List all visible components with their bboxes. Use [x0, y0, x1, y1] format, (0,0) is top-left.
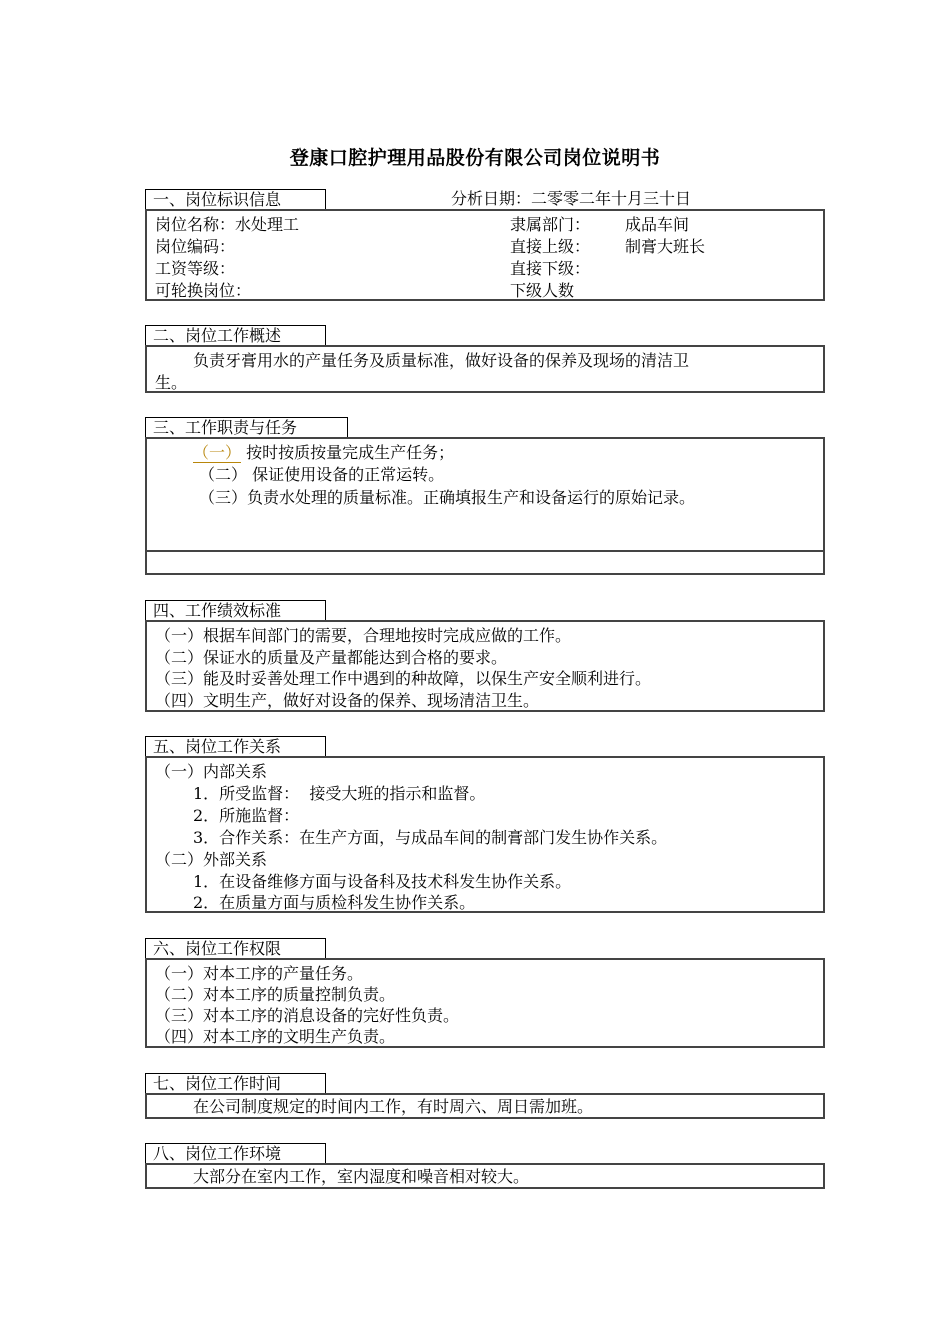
section-3-header: 三、工作职责与任务 — [145, 417, 348, 437]
duty-item-2-number: （二） — [199, 465, 248, 484]
performance-item-2: （二）保证水的质量及产量都能达到合格的要求。 — [155, 648, 508, 667]
relation-internal-1: 1．所受监督： 接受大班的指示和监督。 — [193, 784, 486, 803]
work-environment-text: 大部分在室内工作，室内湿度和噪音相对较大。 — [193, 1167, 530, 1186]
section-4-header: 四、工作绩效标准 — [145, 600, 326, 620]
analysis-date: 分析日期：二零零二年十月三十日 — [451, 189, 692, 208]
section-5-header: 五、岗位工作关系 — [145, 736, 326, 756]
subordinate-count-label: 下级人数 — [510, 281, 575, 300]
subordinate-label: 直接下级： — [510, 259, 591, 278]
department-value: 成品车间 — [625, 215, 690, 234]
section-5-box — [145, 756, 825, 913]
duty-item-3-number: （三） — [199, 488, 248, 507]
relation-internal-3: 3．合作关系：在生产方面，与成品车间的制膏部门发生协作关系。 — [193, 828, 668, 847]
duty-item-3 — [199, 488, 695, 508]
section-1-header: 一、岗位标识信息 — [145, 189, 326, 209]
overview-line-1: 负责牙膏用水的产量任务及质量标准，做好设备的保养及现场的清洁卫 — [193, 351, 690, 370]
performance-item-4: （四）文明生产，做好对设备的保养、现场清洁卫生。 — [155, 691, 540, 710]
relation-external-heading: （二）外部关系 — [155, 850, 268, 869]
section-2-header: 二、岗位工作概述 — [145, 325, 326, 345]
rotation-post: 可轮换岗位： — [155, 281, 252, 300]
section-3-box — [145, 437, 825, 575]
authority-item-2: （二）对本工序的质量控制负责。 — [155, 985, 396, 1004]
relation-external-1: 1．在设备维修方面与设备科及技术科发生协作关系。 — [193, 872, 572, 891]
work-time-text: 在公司制度规定的时间内工作，有时周六、周日需加班。 — [193, 1097, 594, 1116]
section-7-box — [145, 1093, 825, 1119]
section-8-header: 八、岗位工作环境 — [145, 1143, 326, 1163]
duty-item-2 — [199, 465, 444, 485]
post-code: 岗位编码： — [155, 237, 236, 256]
section-8-box — [145, 1163, 825, 1189]
section-7-header: 七、岗位工作时间 — [145, 1073, 326, 1093]
section-3-divider — [147, 550, 823, 552]
department-label: 隶属部门： — [510, 215, 591, 234]
performance-item-1: （一）根据车间部门的需要，合理地按时完成应做的工作。 — [155, 626, 572, 645]
authority-item-3: （三）对本工序的消息设备的完好性负责。 — [155, 1006, 460, 1025]
superior-value: 制膏大班长 — [625, 237, 706, 256]
relation-internal-heading: （一）内部关系 — [155, 762, 268, 781]
superior-label: 直接上级： — [510, 237, 591, 256]
duty-item-2-text: 保证使用设备的正常运转。 — [252, 465, 445, 484]
authority-item-4: （四）对本工序的文明生产负责。 — [155, 1027, 396, 1046]
duty-item-1 — [193, 443, 454, 463]
section-2-box — [145, 345, 825, 393]
salary-grade: 工资等级： — [155, 259, 236, 278]
duty-item-1-number: （一） — [193, 443, 242, 462]
overview-line-2: 生。 — [155, 373, 188, 392]
performance-item-3: （三）能及时妥善处理工作中遇到的种故障，以保生产安全顺利进行。 — [155, 669, 652, 688]
section-4-box — [145, 620, 825, 712]
section-1-box — [145, 209, 825, 301]
section-6-box — [145, 958, 825, 1048]
relation-internal-2: 2．所施监督： — [193, 806, 300, 825]
authority-item-1: （一）对本工序的产量任务。 — [155, 964, 364, 983]
relation-external-2: 2．在质量方面与质检科发生协作关系。 — [193, 893, 476, 912]
post-name: 岗位名称：水处理工 — [155, 215, 300, 234]
section-6-header: 六、岗位工作权限 — [145, 938, 326, 958]
document-title: 登康口腔护理用品股份有限公司岗位说明书 — [289, 147, 661, 169]
duty-item-3-text: 负责水处理的质量标准。正确填报生产和设备运行的原始记录。 — [247, 488, 696, 507]
duty-item-1-text: 按时按质按量完成生产任务； — [246, 443, 455, 462]
